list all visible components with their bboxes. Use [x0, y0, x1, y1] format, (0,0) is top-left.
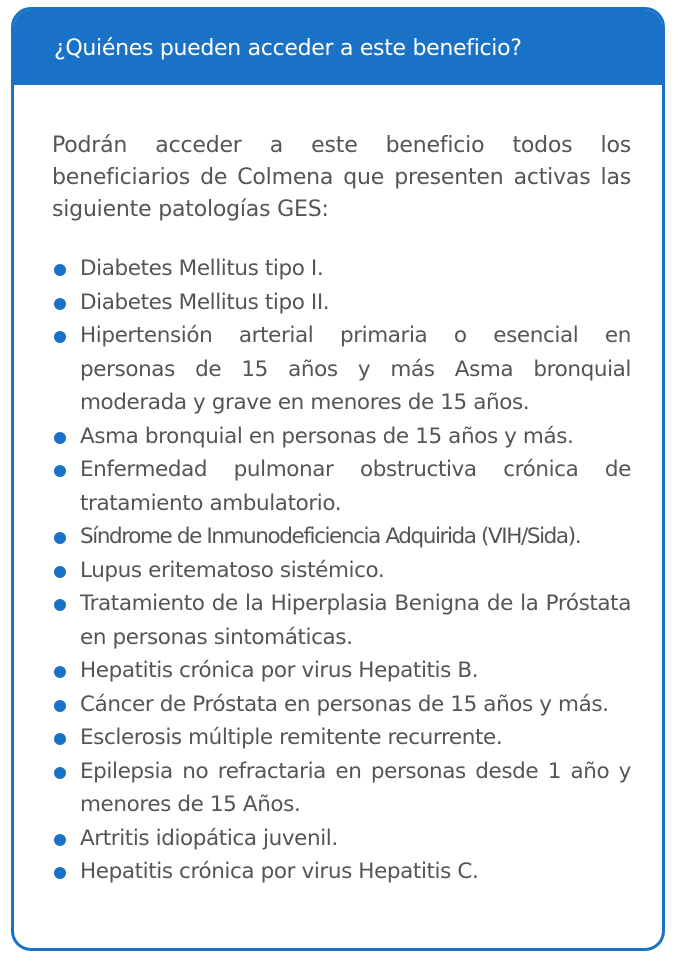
card-body — [14, 85, 662, 889]
list-item-text: Diabetes Mellitus tipo II. — [80, 289, 330, 315]
bullet-icon — [54, 465, 66, 477]
list-item-text: Tratamiento de la Hiperplasia Benigna de la Próstata en personas sintomáticas. — [80, 591, 631, 650]
list-item — [52, 855, 631, 889]
card-header — [14, 10, 662, 85]
list-item — [52, 252, 631, 286]
bullet-icon — [54, 733, 66, 745]
bullet-icon — [54, 867, 66, 879]
list-item — [52, 319, 631, 420]
intro-paragraph: Podrán acceder a este beneficio todos los beneficiarios de Colmena que presenten activas las siguiente patologías GES: — [52, 133, 631, 222]
list-item-text: Epilepsia no refractaria en personas desde 1 año y menores de 15 Años. — [80, 758, 631, 817]
bullet-icon — [54, 599, 66, 611]
list-item-text: Síndrome de Inmunodeficiencia Adquirida (VIH/Sida). — [80, 524, 581, 549]
bullet-icon — [54, 834, 66, 846]
benefit-card — [11, 7, 665, 951]
card-title: ¿Quiénes pueden acceder a este beneficio? — [54, 36, 522, 61]
pathology-list — [52, 252, 631, 889]
list-item-text: Hepatitis crónica por virus Hepatitis C. — [80, 859, 479, 884]
list-item — [52, 554, 631, 588]
list-item-text: Cáncer de Próstata en personas de 15 años y más. — [80, 691, 609, 717]
list-item-text: Esclerosis múltiple remitente recurrente. — [80, 725, 503, 750]
list-item — [52, 286, 631, 320]
bullet-icon — [54, 666, 66, 678]
list-item — [52, 688, 631, 722]
bullet-icon — [54, 767, 66, 779]
bullet-icon — [54, 566, 66, 578]
list-item — [52, 420, 631, 454]
list-item-text: Hipertensión arterial primaria o esencial en personas de 15 años y más Asma bronquial moderada y grave en menores de 15 años. — [80, 323, 631, 415]
list-item — [52, 654, 631, 688]
list-item — [52, 755, 631, 822]
bullet-icon — [54, 432, 66, 444]
bullet-icon — [54, 532, 66, 544]
list-item-text: Asma bronquial en personas de 15 años y más. — [80, 423, 574, 449]
list-item-text: Hepatitis crónica por virus Hepatitis B. — [80, 658, 479, 683]
list-item-text: Enfermedad pulmonar obstructiva crónica de tratamiento ambulatorio. — [80, 457, 631, 516]
list-item — [52, 520, 631, 554]
bullet-icon — [54, 331, 66, 343]
list-item-text: Diabetes Mellitus tipo I. — [80, 256, 324, 281]
list-item-text: Artritis idiopática juvenil. — [80, 825, 338, 851]
bullet-icon — [54, 700, 66, 712]
bullet-icon — [54, 298, 66, 310]
list-item — [52, 721, 631, 755]
list-item — [52, 453, 631, 520]
bullet-icon — [54, 264, 66, 276]
list-item — [52, 587, 631, 654]
list-item-text: Lupus eritematoso sistémico. — [80, 557, 385, 583]
list-item — [52, 822, 631, 856]
